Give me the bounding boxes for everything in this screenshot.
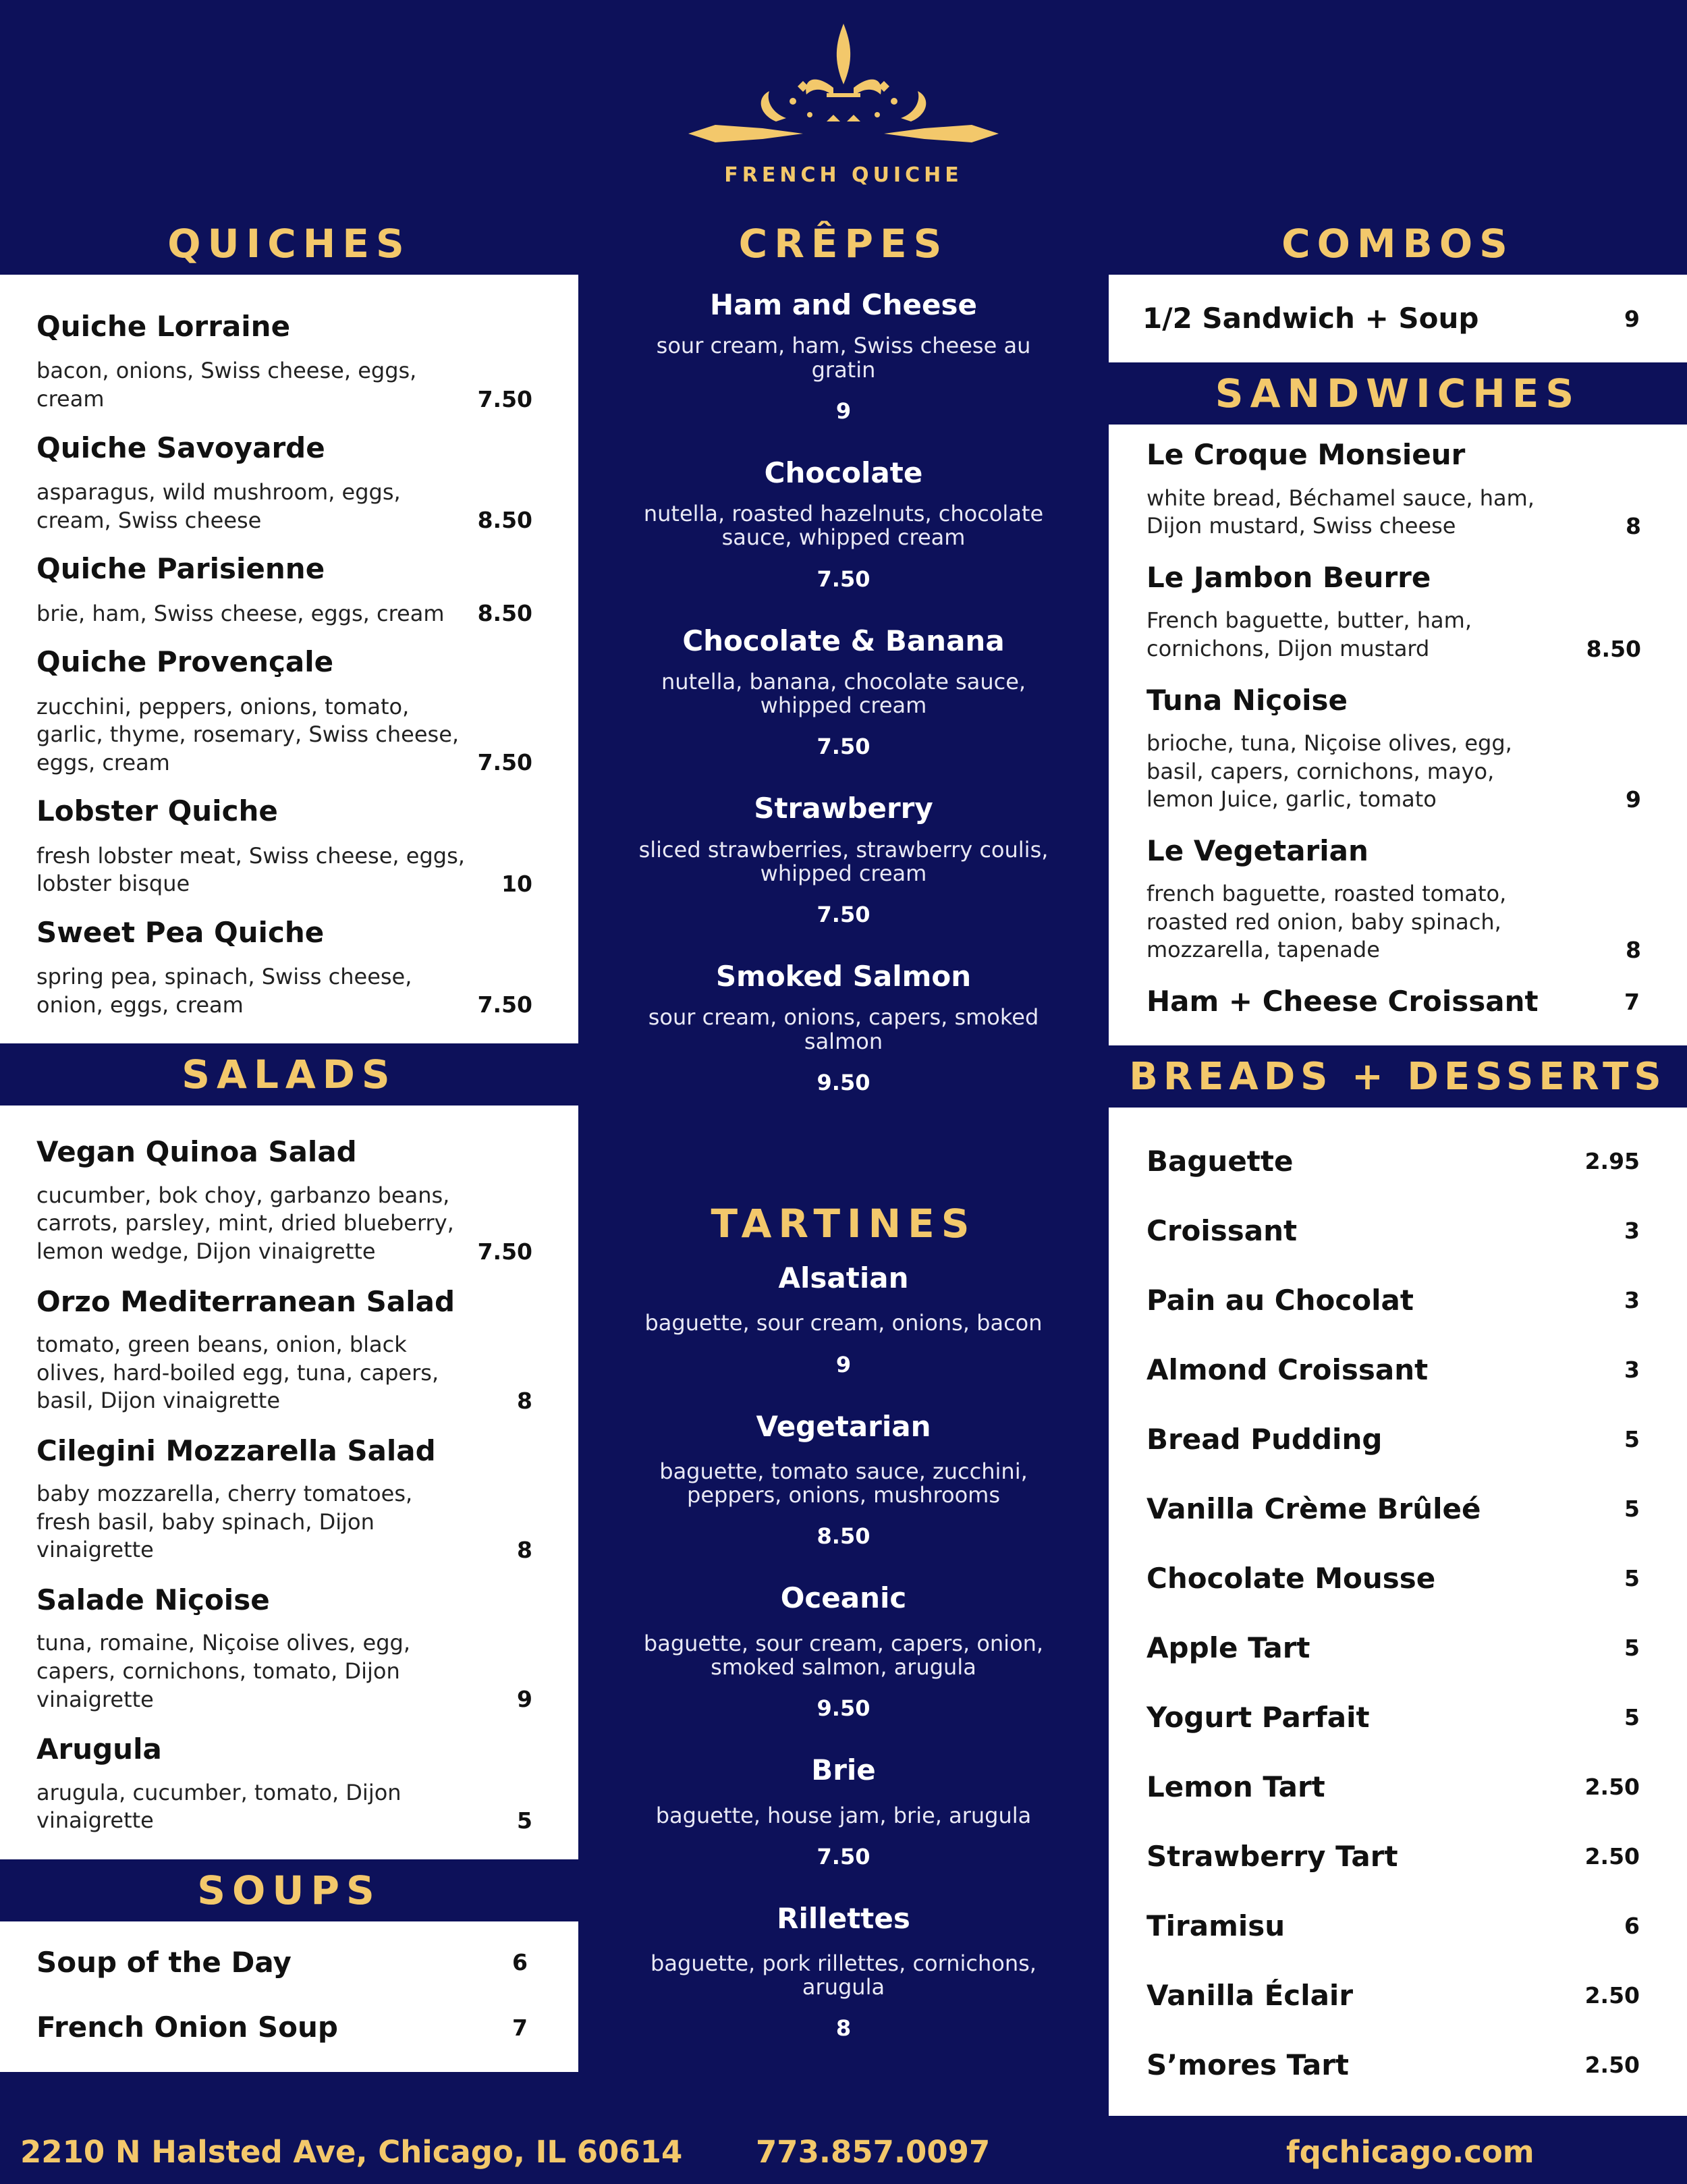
item-price: 9 [835, 398, 852, 424]
item-name: S’mores Tart [1146, 2048, 1350, 2081]
item-name: Quiche Provençale [36, 645, 334, 679]
item-name: Sweet Pea Quiche [36, 915, 325, 949]
item-name: Soup of the Day [36, 1945, 292, 1979]
middle-column [578, 213, 1109, 1128]
item-name: Le Jambon Beurre [1146, 560, 1431, 594]
item-desc: baby mozzarella, cherry tomatoes, fresh basil, baby spinach, Dijon vinaigrette [36, 1481, 413, 1563]
item-desc: cucumber, bok choy, garbanzo beans, carrots, parsley, mint, dried blueberry, lemon wedge, Dijon vinaigrette [36, 1182, 454, 1265]
item-price: 2.95 [1584, 1148, 1640, 1175]
item-price: 8 [1626, 936, 1641, 963]
item-price: 8.50 [477, 600, 532, 627]
item-price: 9.50 [817, 1695, 870, 1722]
item-desc: sliced strawberries, strawberry coulis, whipped cream [638, 836, 1049, 886]
item-desc: asparagus, wild mushroom, eggs, cream, Swiss cheese [36, 479, 401, 533]
tartines-list [578, 1255, 1109, 2041]
item-name: French Onion Soup [36, 2011, 338, 2044]
item-price: 7.50 [477, 1238, 532, 1265]
item-price: 5 [1624, 1704, 1640, 1731]
menu-item [1109, 302, 1687, 335]
left-column [0, 213, 578, 2072]
item-price: 7.50 [477, 385, 532, 412]
item-name: Chocolate & Banana [682, 624, 1005, 657]
logo [0, 20, 1687, 187]
item-name: Tiramisu [1146, 1909, 1285, 1942]
menu-item [0, 1434, 578, 1564]
section-title-quiches: QUICHES [167, 221, 411, 267]
menu-item [1109, 1683, 1687, 1752]
menu-item [0, 431, 578, 535]
menu-item [1109, 438, 1687, 541]
menu-item [0, 552, 578, 628]
quiches-panel [0, 275, 578, 1043]
item-price: 5 [1624, 1496, 1640, 1523]
item-price: 8 [517, 1387, 532, 1414]
item-desc: french baguette, roasted tomato, roasted red onion, baby spinach, mozzarella, tapenade [1146, 881, 1507, 963]
section-title-breads-desserts: BREADS + DESSERTS [1129, 1054, 1667, 1099]
footer-address: 2210 N Halsted Ave, Chicago, IL 60614 [20, 2133, 683, 2170]
item-price: 8 [1626, 512, 1641, 539]
section-title-salads: SALADS [182, 1052, 397, 1098]
item-desc: tomato, green beans, onion, black olives, hard-boiled egg, tuna, capers, basil, Dijon vinaigrette [36, 1332, 439, 1414]
item-desc: white bread, Béchamel sauce, ham, Dijon mustard, Swiss cheese [1146, 485, 1534, 539]
section-title-soups: SOUPS [197, 1867, 381, 1913]
menu-item [1109, 985, 1687, 1018]
item-desc: sour cream, ham, Swiss cheese au gratin [656, 333, 1031, 383]
item-price: 7 [512, 2014, 528, 2041]
footer-phone[interactable]: 773.857.0097 [756, 2133, 991, 2170]
item-desc: baguette, sour cream, capers, onion, smoked salmon, arugula [643, 1630, 1044, 1680]
item-price: 8.50 [477, 507, 532, 534]
menu-item [0, 1732, 578, 1835]
item-price: 8 [835, 2015, 852, 2042]
item-name: Rillettes [777, 1901, 910, 1935]
item-desc: bacon, onions, Swiss cheese, eggs, cream [36, 358, 417, 412]
menu-item [1109, 1265, 1687, 1335]
section-title-sandwiches: SANDWICHES [1215, 371, 1581, 417]
item-price: 5 [1624, 1426, 1640, 1453]
menu-item [578, 1753, 1109, 1869]
item-price: 7.50 [817, 566, 870, 592]
item-price: 7.50 [817, 734, 870, 760]
item-desc: nutella, banana, chocolate sauce, whipped cream [661, 668, 1026, 719]
menu-item [578, 792, 1109, 927]
item-name: Quiche Savoyarde [36, 431, 325, 464]
item-name: Brie [811, 1753, 876, 1787]
item-name: Ham and Cheese [710, 288, 977, 321]
item-desc: nutella, roasted hazelnuts, chocolate sauce, whipped cream [643, 501, 1044, 551]
menu-item [578, 624, 1109, 760]
item-desc: baguette, tomato sauce, zucchini, peppers, onions, mushrooms [659, 1458, 1028, 1508]
item-price: 6 [512, 1949, 528, 1976]
footer [0, 2119, 1687, 2184]
item-price: 5 [1624, 1635, 1640, 1662]
sandwiches-panel [1109, 425, 1687, 1045]
item-price: 7.50 [817, 1843, 870, 1869]
combos-panel [1109, 275, 1687, 362]
crepes-list [578, 275, 1109, 1095]
menu-item [0, 310, 578, 414]
menu-item [578, 1902, 1109, 2042]
item-price: 3 [1624, 1287, 1640, 1314]
menu-item [0, 916, 578, 1020]
item-name: Baguette [1146, 1144, 1294, 1178]
item-price: 9 [1624, 305, 1640, 332]
item-price: 9.50 [817, 1069, 870, 1095]
item-name: Strawberry [754, 792, 933, 825]
section-title-tartines: TARTINES [711, 1201, 976, 1247]
menu-item [0, 794, 578, 898]
footer-website[interactable]: fqchicago.com [1286, 2133, 1534, 2170]
menu-item [0, 1285, 578, 1415]
item-price: 8 [517, 1536, 532, 1563]
item-desc: fresh lobster meat, Swiss cheese, eggs, lobster bisque [36, 842, 465, 897]
item-name: Salade Niçoise [36, 1583, 270, 1616]
item-price: 5 [517, 1807, 532, 1834]
item-name: Oceanic [780, 1581, 907, 1615]
menu-item [1109, 1752, 1687, 1822]
item-name: Le Vegetarian [1146, 834, 1368, 867]
item-price: 7 [1624, 988, 1640, 1015]
item-name: Croissant [1146, 1213, 1298, 1247]
item-name: Arugula [36, 1732, 162, 1766]
item-name: Lobster Quiche [36, 794, 278, 828]
item-name: Apple Tart [1146, 1631, 1310, 1664]
item-desc: French baguette, butter, ham, cornichons, Dijon mustard [1146, 607, 1472, 661]
item-desc: sour cream, onions, capers, smoked salmon [648, 1004, 1039, 1054]
menu-item [0, 1946, 578, 1980]
menu-item [0, 2011, 578, 2044]
item-price: 9 [835, 1351, 852, 1377]
menu-item [1109, 1544, 1687, 1613]
item-price: 2.50 [1584, 1843, 1640, 1870]
menu-item [0, 1583, 578, 1714]
item-desc: brie, ham, Swiss cheese, eggs, cream [36, 600, 445, 626]
item-desc: zucchini, peppers, onions, tomato, garlic, thyme, rosemary, Swiss cheese, eggs, cream [36, 693, 460, 775]
item-name: Quiche Parisienne [36, 552, 325, 586]
item-desc: brioche, tuna, Niçoise olives, egg, basil, capers, cornichons, mayo, lemon Juice, garlic, tomato [1146, 730, 1512, 813]
menu-item [1109, 1126, 1687, 1196]
item-name: Alsatian [778, 1261, 909, 1294]
item-name: Le Croque Monsieur [1146, 438, 1466, 472]
item-price: 5 [1624, 1565, 1640, 1592]
menu-item [1109, 1335, 1687, 1404]
menu-item [578, 1581, 1109, 1721]
menu-item [1109, 834, 1687, 964]
menu-item [0, 645, 578, 777]
soups-panel [0, 1921, 578, 2072]
menu-item [1109, 1474, 1687, 1544]
item-name: Chocolate [764, 456, 923, 489]
menu-item [578, 960, 1109, 1095]
item-price: 2.50 [1584, 1774, 1640, 1801]
menu-item [1109, 1404, 1687, 1474]
item-name: Cilegini Mozzarella Salad [36, 1434, 436, 1467]
menu-item [578, 456, 1109, 592]
item-name: Tuna Niçoise [1146, 683, 1348, 717]
section-title-crepes: CRÊPES [738, 221, 949, 267]
item-price: 9 [1626, 786, 1641, 813]
right-column [1109, 213, 1687, 2116]
item-price: 2.50 [1584, 1982, 1640, 2009]
fleur-de-lis-ornament-icon [688, 20, 999, 148]
item-desc: spring pea, spinach, Swiss cheese, onion, eggs, cream [36, 964, 412, 1018]
menu-item [1109, 1613, 1687, 1683]
item-name: Quiche Lorraine [36, 310, 291, 343]
item-price: 9 [517, 1686, 532, 1713]
item-name: Lemon Tart [1146, 1770, 1325, 1803]
item-name: Vanilla Éclair [1146, 1978, 1354, 2012]
item-name: Strawberry Tart [1146, 1839, 1398, 1873]
menu-item [1109, 1891, 1687, 1961]
item-desc: baguette, house jam, brie, arugula [655, 1802, 1032, 1828]
breads-panel [1109, 1108, 1687, 2116]
item-desc: baguette, pork rillettes, cornichons, arugula [651, 1950, 1036, 2000]
menu-item [1109, 684, 1687, 814]
menu-item [0, 1135, 578, 1265]
menu-item [1109, 1822, 1687, 1891]
section-title-combos: COMBOS [1281, 221, 1514, 267]
menu-item [578, 288, 1109, 424]
item-name: Vegetarian [756, 1409, 931, 1443]
item-price: 8.50 [1586, 635, 1641, 662]
salads-panel [0, 1105, 578, 1859]
menu-item [1109, 1196, 1687, 1265]
item-price: 8.50 [817, 1523, 870, 1550]
item-name: Yogurt Parfait [1146, 1700, 1370, 1734]
item-name: Smoked Salmon [715, 960, 972, 993]
item-desc: tuna, romaine, Niçoise olives, egg, capers, cornichons, tomato, Dijon vinaigrette [36, 1630, 410, 1712]
item-name: Almond Croissant [1146, 1353, 1429, 1386]
item-name: Bread Pudding [1146, 1422, 1383, 1456]
item-name: Chocolate Mousse [1146, 1561, 1436, 1595]
item-name: Pain au Chocolat [1146, 1283, 1414, 1317]
item-price: 3 [1624, 1218, 1640, 1245]
item-price: 7.50 [477, 749, 532, 776]
brand-name: FRENCH QUICHE [724, 163, 963, 187]
item-price: 7.50 [817, 902, 870, 928]
item-price: 7.50 [477, 991, 532, 1018]
menu-item [1109, 561, 1687, 663]
item-price: 10 [501, 870, 532, 897]
item-name: Ham + Cheese Croissant [1146, 984, 1539, 1018]
menu-item [578, 1261, 1109, 1377]
item-desc: baguette, sour cream, onions, bacon [644, 1310, 1043, 1336]
menu-item [578, 1410, 1109, 1550]
item-name: Orzo Mediterranean Salad [36, 1284, 455, 1318]
item-name: Vanilla Crème Brûleé [1146, 1492, 1481, 1525]
item-price: 2.50 [1584, 2052, 1640, 2079]
item-name: 1/2 Sandwich + Soup [1142, 302, 1479, 335]
menu-item [1109, 2030, 1687, 2100]
item-name: Vegan Quinoa Salad [36, 1135, 357, 1169]
menu-item [1109, 1961, 1687, 2030]
item-price: 6 [1624, 1913, 1640, 1940]
middle-column-tartines [578, 1193, 1109, 2073]
item-desc: arugula, cucumber, tomato, Dijon vinaigrette [36, 1779, 402, 1834]
item-price: 3 [1624, 1357, 1640, 1384]
